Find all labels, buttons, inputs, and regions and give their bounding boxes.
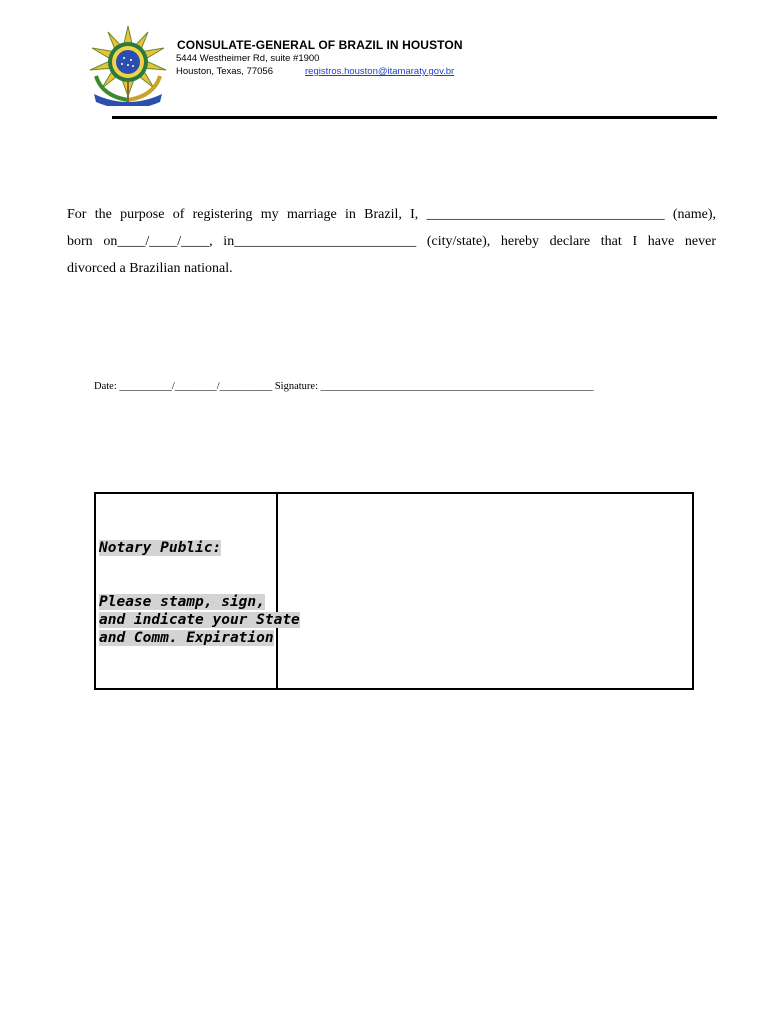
address-line-1: 5444 Westheimer Rd, suite #1900 bbox=[176, 53, 320, 64]
notary-box bbox=[94, 492, 694, 690]
notary-title-text: Notary Public: bbox=[99, 540, 222, 556]
email-link[interactable]: registros.houston@itamaraty.gov.br bbox=[305, 66, 455, 77]
notary-instruction-line-2: and indicate your State bbox=[99, 612, 300, 628]
declaration-line-2: born on____/____/____, in__________________________ (city/state), hereby declare that I have never bbox=[67, 234, 716, 249]
notary-instruction-line-3: and Comm. Expiration bbox=[99, 630, 274, 646]
header-divider bbox=[112, 116, 717, 119]
notary-instructions bbox=[99, 593, 309, 647]
notary-instruction-line-1: Please stamp, sign, bbox=[99, 594, 265, 610]
declaration-line-3: divorced a Brazilian national. bbox=[67, 261, 233, 276]
date-signature-line: Date: __________/________/__________ Signature: ____________________________________________________ bbox=[94, 381, 594, 392]
declaration-line-1: For the purpose of registering my marriage in Brazil, I, __________________________________ (name), bbox=[67, 207, 716, 222]
notary-column-divider bbox=[276, 494, 278, 688]
brazil-coat-of-arms-icon bbox=[88, 24, 168, 106]
consulate-title: CONSULATE-GENERAL OF BRAZIL IN HOUSTON bbox=[177, 38, 463, 52]
declaration-paragraph bbox=[67, 201, 716, 282]
notary-title bbox=[99, 539, 221, 557]
address-line-2: Houston, Texas, 77056 bbox=[176, 66, 274, 77]
